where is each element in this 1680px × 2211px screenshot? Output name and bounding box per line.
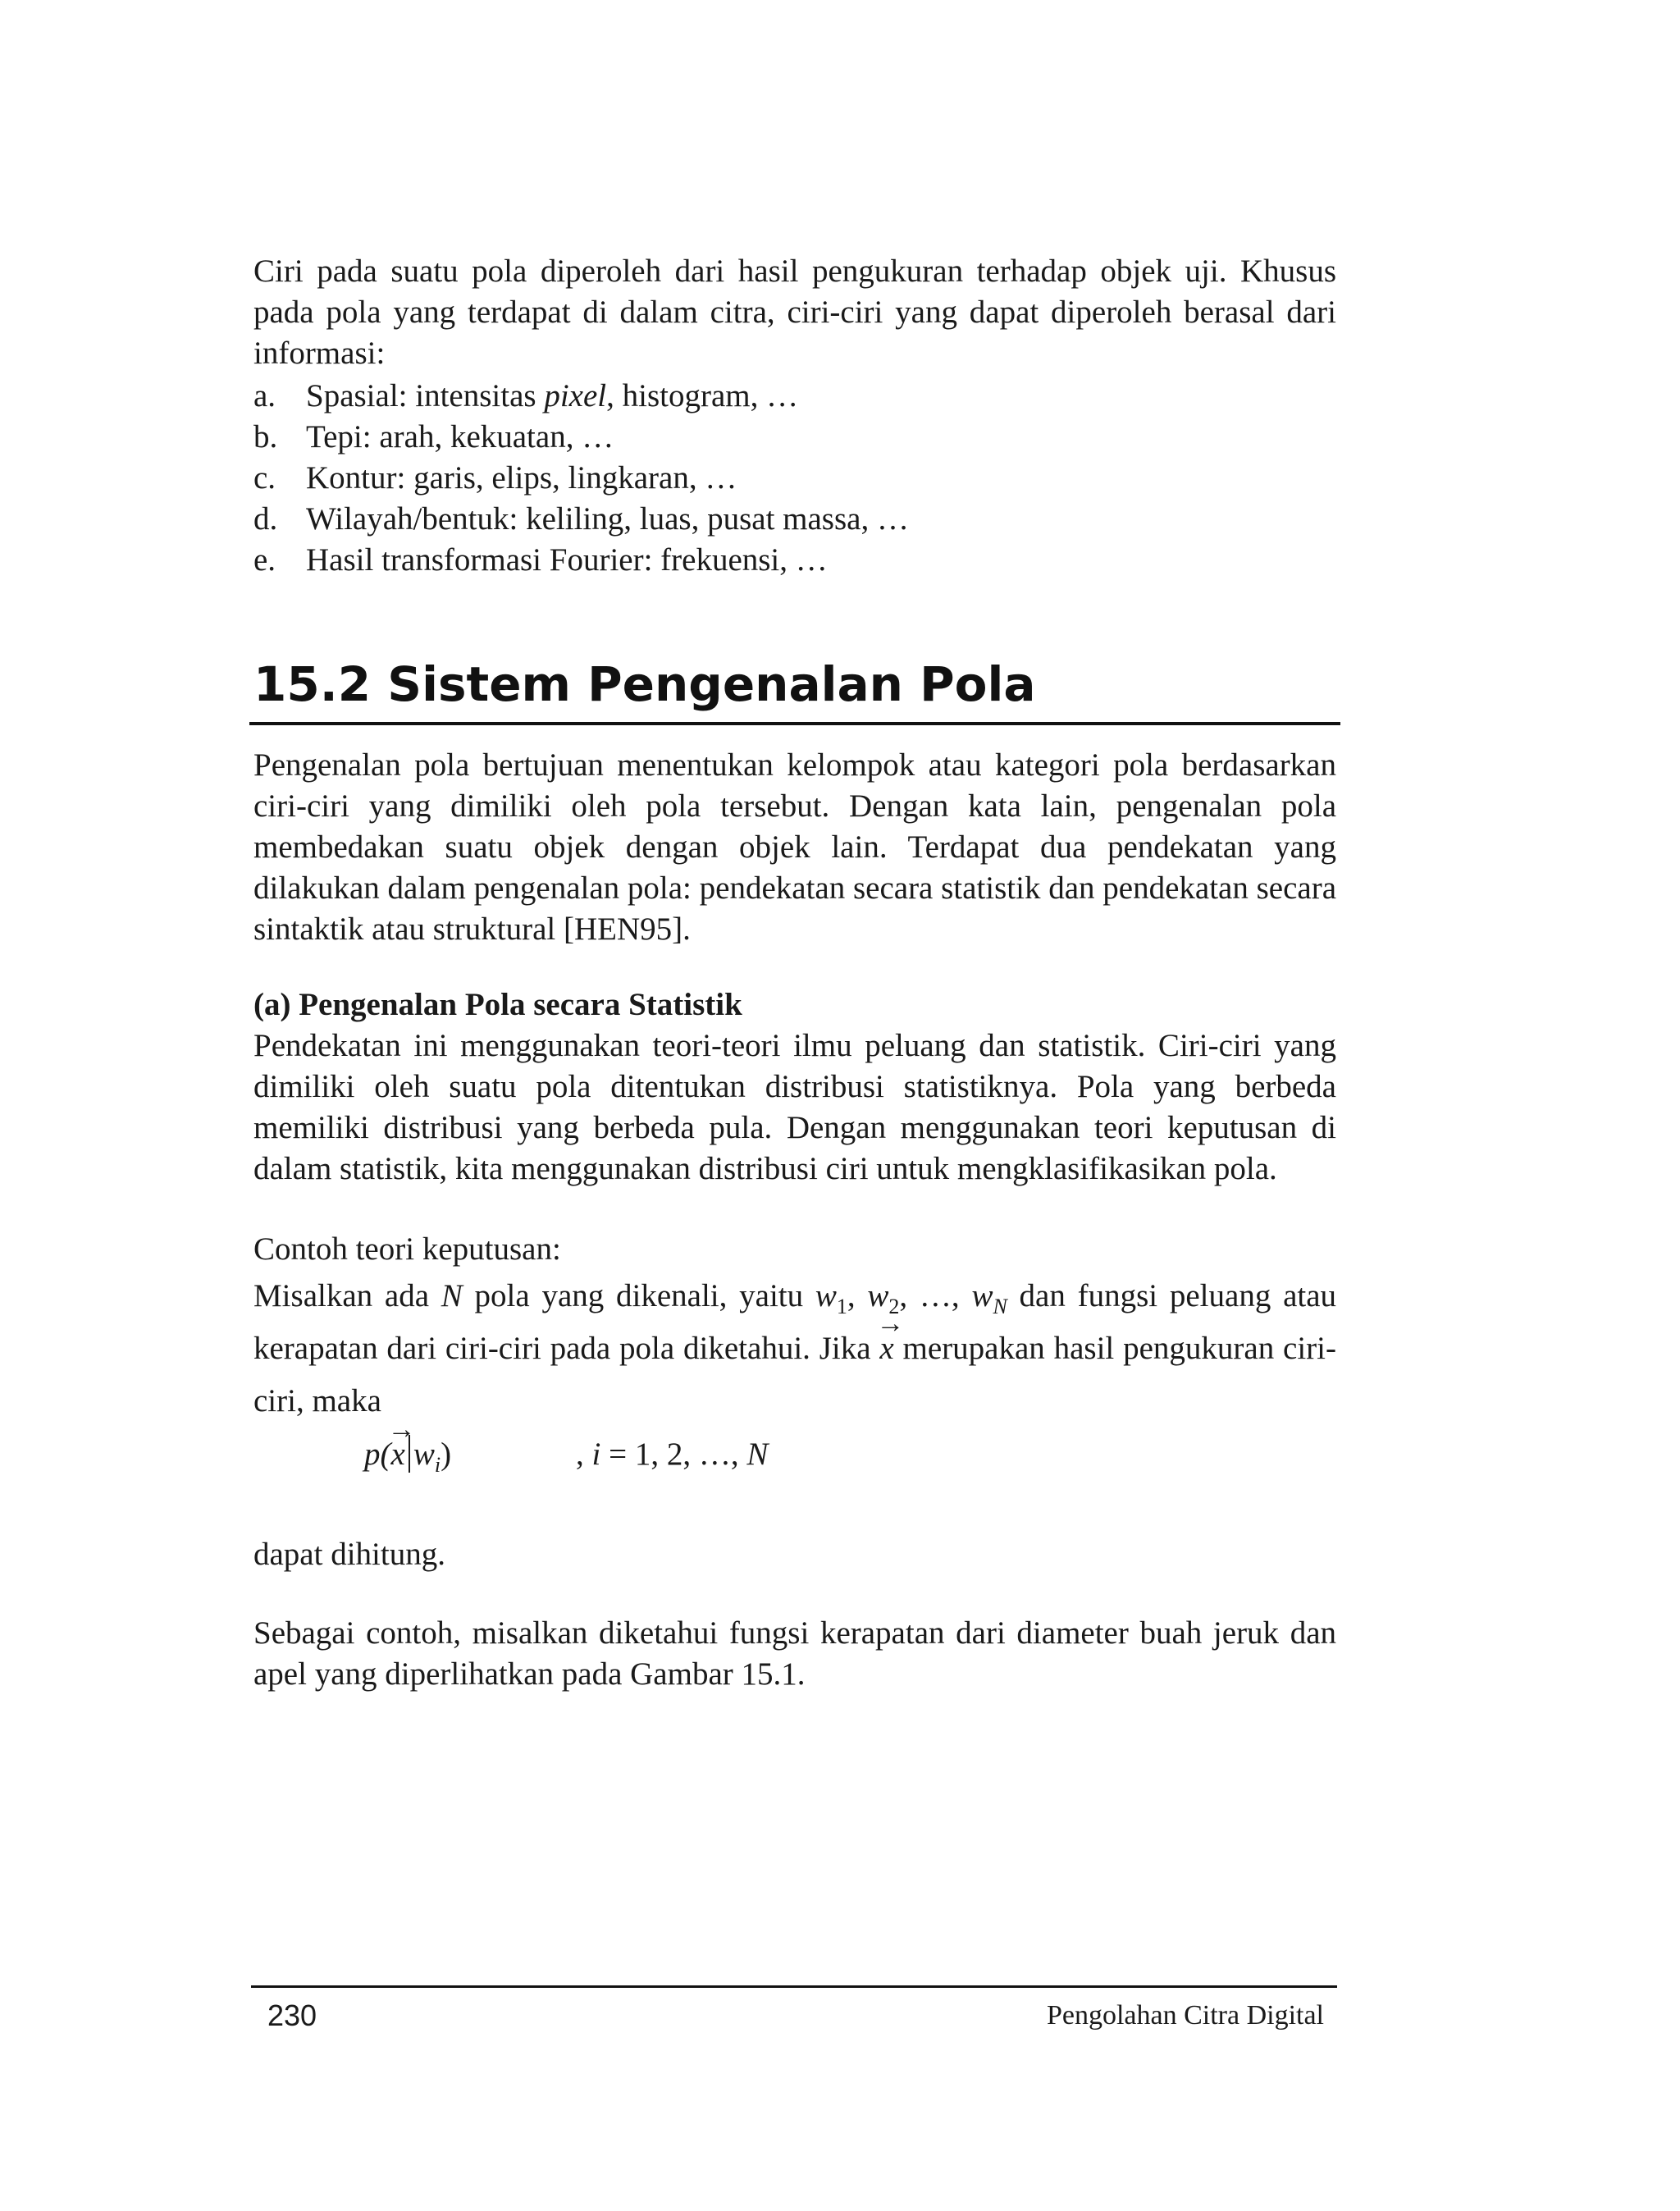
list-marker: e. <box>253 542 276 578</box>
list-item: c. Kontur: garis, elips, lingkaran, … <box>253 458 1336 499</box>
statistics-paragraph: Pendekatan ini menggunakan teori-teori ilmu peluang dan statistik. Ciri-ciri yang dimiliki oleh suatu pola ditentukan distribusi statistiknya. Pola yang berbeda memiliki distribusi yang berbeda pula. Dengan menggunakan teori keputusan di dalam statistik, kita menggunakan distribusi ciri untuk mengklasifikasikan pola. <box>253 1028 1336 1186</box>
intro-paragraph: Ciri pada suatu pola diperoleh dari hasil pengukuran terhadap objek uji. Khusus pada pola yang terdapat di dalam citra, ciri-ciri yang dapat diperoleh berasal dari informasi: <box>253 254 1336 371</box>
page-number: 230 <box>267 1999 317 2032</box>
math-w1: w <box>815 1278 837 1313</box>
math-wN: w <box>971 1278 993 1313</box>
list-marker: c. <box>253 460 276 496</box>
italic-term: pixel <box>544 378 607 413</box>
list-marker: b. <box>253 419 278 455</box>
subsection-title: (a) Pengenalan Pola secara Statistik <box>253 987 742 1022</box>
list-item: a. Spasial: intensitas pixel, histogram, … <box>253 376 1336 417</box>
example-paragraph: Misalkan ada N pola yang dikenali, yaitu $w_1$, $w_2$, …, $w_N$ dan fungsi peluang atau kerapatan dari ciri-ciri pada pola diketahui. Jika → x merupakan hasil pengukuran ciri-ciri, maka <box>253 1270 1336 1428</box>
heading-rule <box>249 722 1340 725</box>
vector-x: → x <box>879 1322 893 1375</box>
footer-rule <box>251 1985 1337 1988</box>
example-label: Contoh teori keputusan: <box>253 1231 561 1267</box>
list-marker: d. <box>253 501 278 537</box>
list-item: d. Wilayah/bentuk: keliling, luas, pusat massa, … <box>253 499 1336 540</box>
list-item: b. Tepi: arah, kekuatan, … <box>253 417 1336 458</box>
vector-x: → x <box>391 1432 405 1478</box>
math-w2: w <box>867 1278 889 1313</box>
math-N: N <box>441 1278 463 1313</box>
closing-paragraph: Sebagai contoh, misalkan diketahui fungsi kerapatan dari diameter buah jeruk dan apel yang diperlihatkan pada Gambar 15.1. <box>253 1615 1336 1692</box>
computed-line: dapat dihitung. <box>253 1537 445 1572</box>
list-marker: a. <box>253 378 276 413</box>
running-title: Pengolahan Citra Digital <box>1046 2000 1324 2031</box>
section-paragraph: Pengenalan pola bertujuan menentukan kelompok atau kategori pola berdasarkan ciri-ciri yang dimiliki oleh pola tersebut. Dengan kata lain, pengenalan pola membedakan suatu objek dengan objek lain. Terdapat dua pendekatan yang dilakukan dalam pengenalan pola: pendekatan secara statistik dan pendekatan secara sintaktik atau struktural [HEN95]. <box>253 747 1337 947</box>
feature-list <box>253 376 1336 581</box>
probability-formula: p(→ x $w_i$) , i = 1, 2, …, N <box>364 1432 768 1478</box>
section-heading: 15.2 Sistem Pengenalan Pola <box>253 656 1036 712</box>
list-item: e. Hasil transformasi Fourier: frekuensi, … <box>253 540 1336 581</box>
